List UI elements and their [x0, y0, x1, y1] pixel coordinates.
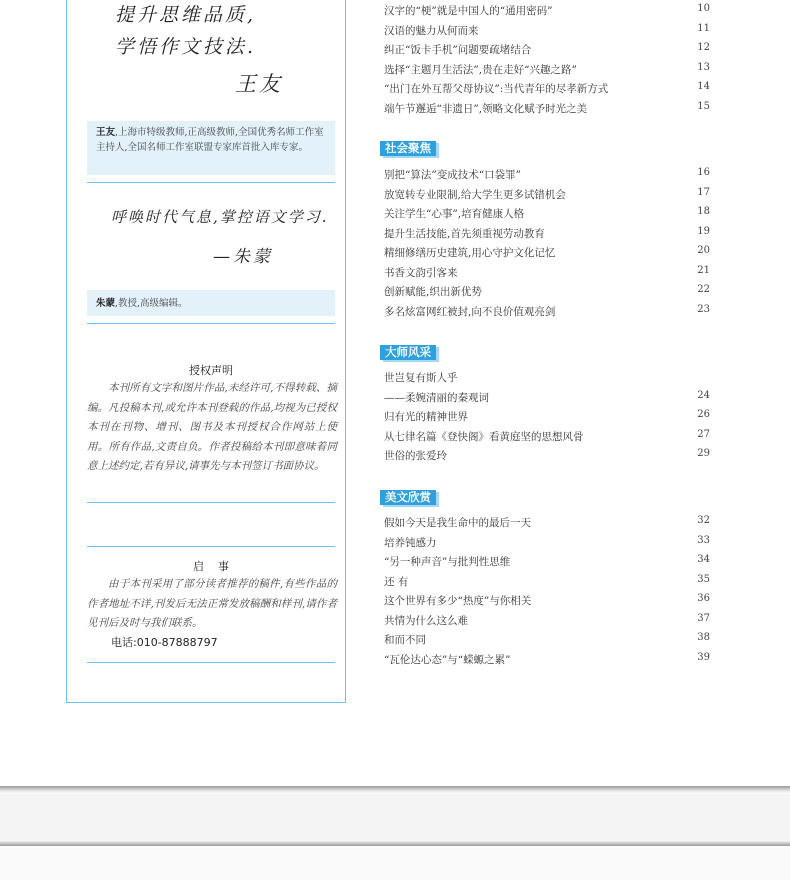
toc-item-title: 端午节邂逅“非遗日”,领略文化赋予时光之美 — [384, 102, 588, 115]
toc-item-title: 培养钝感力 — [384, 536, 437, 549]
section-badge-masters: 大师风采 — [380, 345, 436, 360]
next-page — [0, 846, 790, 880]
handwriting-signature-2: —朱蒙 — [213, 247, 273, 267]
toc-item[interactable] — [384, 367, 714, 387]
contact-phone: 电话:010-87888797 — [111, 636, 218, 649]
toc-item-title: 还 有 — [384, 575, 409, 588]
toc-item-page: 11 — [697, 22, 710, 34]
divider — [87, 502, 335, 503]
toc-item[interactable] — [384, 551, 714, 571]
toc-item-title: 多名炫富网红被封,向不良价值观亮剑 — [384, 305, 556, 318]
toc-item[interactable] — [384, 281, 714, 301]
toc-item[interactable] — [384, 301, 714, 321]
toc-item[interactable] — [384, 262, 714, 282]
toc-item-title: 选择“主题月生活法”,贵在走好“兴趣之路” — [384, 63, 577, 76]
toc-item-page: 32 — [697, 515, 710, 526]
toc-item-title: 汉语的魅力从何而来 — [384, 24, 479, 37]
author-bio-1-text: ,上海市特级教师,正高级教师,全国优秀名师工作室主持人,全国名师工作室联盟专家库首批入库专家。 — [96, 127, 324, 153]
toc-item-title: 汉字的“梗”就是中国人的“通用密码” — [384, 5, 553, 17]
toc-item-page: 22 — [697, 284, 710, 295]
toc-item[interactable] — [384, 512, 714, 532]
toc-item-page: 12 — [697, 42, 710, 53]
toc-item-title: 共情为什么这么难 — [384, 614, 468, 627]
toc-item-page: 36 — [697, 593, 710, 604]
toc-item[interactable] — [384, 20, 714, 40]
toc-item[interactable] — [384, 78, 714, 98]
toc-item-page: 39 — [697, 651, 710, 663]
divider — [87, 546, 335, 547]
toc-item-title: 放宽转专业限制,给大学生更多试错机会 — [384, 188, 566, 201]
toc-item-title: 别把“算法”变成技术“口袋罪” — [384, 169, 521, 181]
toc-item-title: 从七律名篇《登快阁》看黄庭坚的思想风骨 — [384, 430, 584, 443]
author-bio-2-name: 朱蒙 — [96, 298, 116, 309]
toc-item-title: “出门在外互帮父母协议”:当代青年的尽孝新方式 — [384, 83, 609, 95]
toc-item[interactable] — [384, 532, 714, 552]
left-column — [66, 0, 346, 703]
toc-item-page: 21 — [697, 264, 710, 276]
author-bio-2 — [87, 290, 335, 316]
toc-item-title: 和而不同 — [384, 634, 426, 646]
toc-item[interactable] — [384, 59, 714, 79]
toc-item-page: 38 — [697, 632, 710, 643]
toc-item-page: 27 — [697, 428, 710, 440]
toc-item-page: 23 — [697, 303, 710, 315]
toc-item[interactable] — [384, 387, 714, 407]
toc-item-page: 10 — [697, 3, 710, 14]
toc-item-page: 20 — [697, 245, 710, 256]
toc-item-page: 37 — [697, 612, 710, 624]
toc-item[interactable] — [384, 242, 714, 262]
toc-item[interactable] — [384, 610, 714, 630]
author-bio-1 — [87, 121, 335, 175]
toc-item-title: 书香文韵引客来 — [384, 266, 458, 279]
toc-item-page: 17 — [697, 186, 710, 198]
author-bio-2-text: ,教授,高级编辑。 — [115, 298, 188, 309]
toc-item-title: 归有光的精神世界 — [384, 411, 468, 423]
toc-item[interactable] — [384, 445, 714, 465]
notice-text: 由于本刊采用了部分读者推荐的稿件,有些作品的作者地址不详,刊发后无法正常发放稿酬和样刊,请作者见刊后及时与我们联系。 — [87, 578, 337, 629]
toc-item-title: ——柔婉清丽的秦观词 — [384, 391, 489, 404]
handwriting-quote-2: 呼唤时代气息,掌控语文学习. — [111, 208, 329, 226]
toc-item-title: 创新赋能,织出新优势 — [384, 286, 482, 298]
toc-item-page: 16 — [697, 167, 710, 178]
toc-item-page: 24 — [697, 389, 710, 401]
handwriting-quote-line-2: 学悟作文技法. — [115, 36, 257, 58]
toc-item-title: 提升生活技能,首先须重视劳动教育 — [384, 227, 545, 240]
divider — [87, 662, 335, 663]
toc-item-page: 19 — [697, 225, 710, 237]
toc-item[interactable] — [384, 98, 714, 118]
divider — [87, 323, 335, 324]
handwriting-signature-1: 王友 — [235, 72, 283, 96]
section-badge-social-focus: 社会聚焦 — [380, 141, 436, 156]
toc-item[interactable] — [384, 0, 714, 20]
page-shadow — [0, 786, 790, 794]
toc-section — [384, 512, 714, 668]
toc-item[interactable] — [384, 223, 714, 243]
toc-item[interactable] — [384, 426, 714, 446]
toc-item-page: 33 — [697, 534, 710, 546]
toc-item-page: 29 — [697, 448, 710, 459]
toc-item[interactable] — [384, 39, 714, 59]
toc-item[interactable] — [384, 184, 714, 204]
page-gap — [0, 794, 790, 842]
toc-item-page: 18 — [697, 206, 710, 217]
toc-item[interactable] — [384, 406, 714, 426]
toc-item-title: 这个世界有多少“热度”与你相关 — [384, 595, 532, 607]
handwriting-quote-line-1: 提升思维品质, — [115, 4, 257, 26]
toc-item-page: 15 — [697, 100, 710, 112]
license-title: 授权声明 — [189, 364, 233, 377]
toc-item[interactable] — [384, 649, 714, 669]
toc-section — [384, 164, 714, 320]
toc-item-title: 精细修缮历史建筑,用心守护文化记忆 — [384, 247, 556, 259]
toc-item-title: “另一种声音”与批判性思维 — [384, 556, 511, 568]
toc-item[interactable] — [384, 203, 714, 223]
notice-title: 启事 — [193, 560, 243, 573]
license-text: 本刊所有文字和图片作品,未经许可,不得转载、摘编。凡投稿本刊,或允许本刊登载的作品,均视为已授权本刊在刊物、增刊、图书及本刊授权合作网站上使用。所有作品,文责自负。作者投稿给本刊即意味着同意上述约定,若有异议,请事先与本刊签订书面协议。 — [87, 382, 337, 472]
toc-item-page: 26 — [697, 409, 710, 420]
author-bio-1-name: 王友 — [96, 127, 116, 138]
toc-item-page: 35 — [697, 573, 710, 585]
toc-item-page: 34 — [697, 554, 710, 565]
toc-item[interactable] — [384, 590, 714, 610]
toc-section — [384, 367, 714, 465]
toc-item-title: 世岂复有斯人乎 — [384, 372, 458, 384]
toc-item-title: 纠正“饭卡手机”问题要疏堵结合 — [384, 44, 532, 56]
section-badge-essays: 美文欣赏 — [380, 490, 436, 505]
toc-item-title: 假如今天是我生命中的最后一天 — [384, 517, 531, 529]
toc-item[interactable] — [384, 571, 714, 591]
toc-item-title: 世俗的张爱玲 — [384, 450, 447, 462]
toc-item[interactable] — [384, 164, 714, 184]
toc-item-page: 14 — [697, 81, 710, 92]
divider — [87, 182, 335, 183]
toc-item-title: 关注学生“心事”,培育健康人格 — [384, 208, 525, 220]
toc-section — [384, 0, 714, 117]
toc-item-title: “瓦伦达心态”与“蝾螈之累” — [384, 653, 511, 666]
toc-item-page: 13 — [697, 61, 710, 73]
toc-item[interactable] — [384, 629, 714, 649]
